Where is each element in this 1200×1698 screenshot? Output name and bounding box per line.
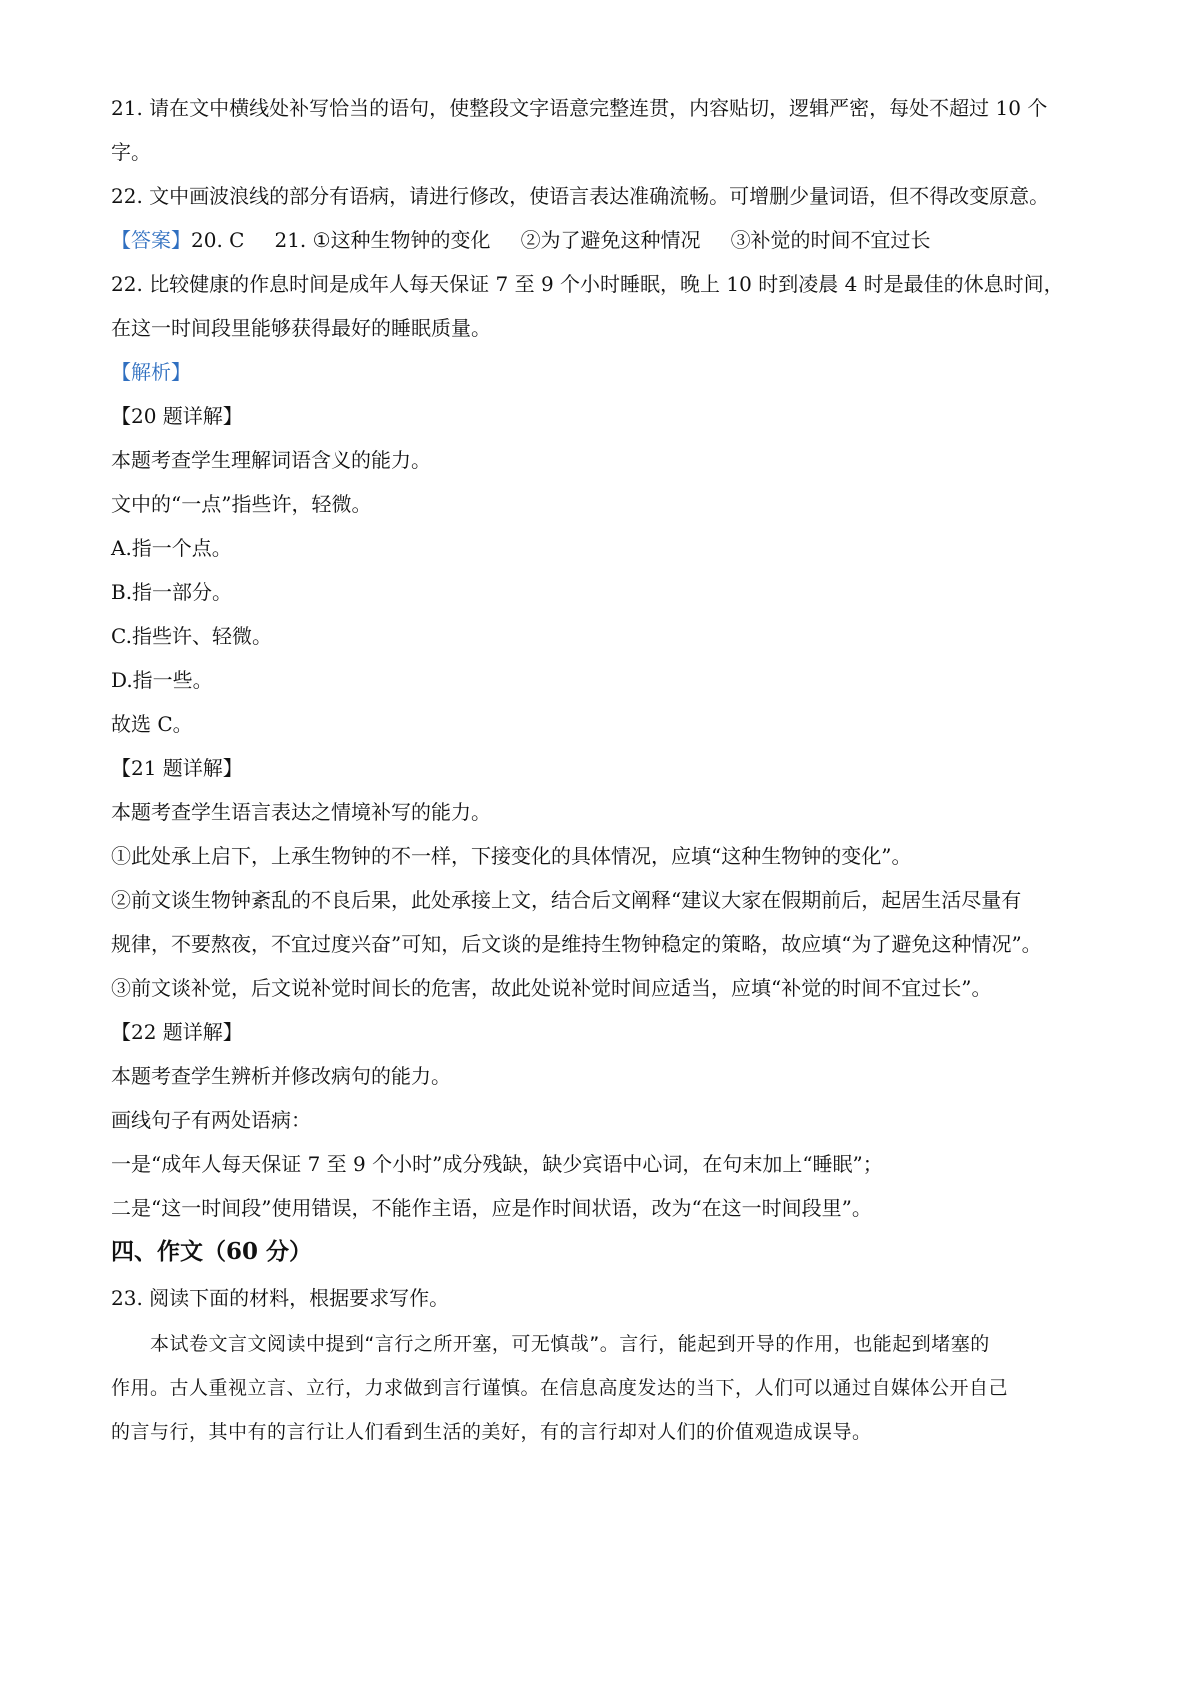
analysis-label: 【解析】 <box>111 360 191 384</box>
question-21-line-2: 字。 <box>111 140 151 164</box>
detail-21-line-3: ②前文谈生物钟紊乱的不良后果，此处承接上文，结合后文阐释“建议大家在假期前后，起居生活尽量有 <box>111 888 1022 912</box>
detail-22-line-2: 画线句子有两处语病： <box>111 1108 311 1132</box>
answer-label: 【答案】 <box>111 228 191 252</box>
answer-20: 20. C <box>191 228 245 252</box>
detail-21-line-1: 本题考查学生语言表达之情境补写的能力。 <box>111 800 491 824</box>
detail-22-line-4: 二是“这一时间段”使用错误，不能作主语，应是作时间状语，改为“在这一时间段里”。 <box>111 1196 872 1220</box>
detail-20-option-b: B.指一部分。 <box>111 580 233 604</box>
detail-20-conclusion: 故选 C。 <box>111 712 193 736</box>
detail-20-option-a: A.指一个点。 <box>111 536 232 560</box>
detail-20-line-1: 本题考查学生理解词语含义的能力。 <box>111 448 431 472</box>
section-4-heading: 四、作文（60 分） <box>111 1238 313 1265</box>
detail-20-option-d: D.指一些。 <box>111 668 213 692</box>
question-22-line-1: 22. 文中画波浪线的部分有语病，请进行修改，使语言表达准确流畅。可增删少量词语，但不得改变原意。 <box>111 184 1050 208</box>
detail-21-title: 【21 题详解】 <box>111 756 243 780</box>
detail-22-line-1: 本题考查学生辨析并修改病句的能力。 <box>111 1064 451 1088</box>
answer-line <box>111 226 931 254</box>
detail-20-option-c: C.指些许、轻微。 <box>111 624 272 648</box>
detail-22-title: 【22 题详解】 <box>111 1020 243 1044</box>
answer-21-part-1: 21. ①这种生物钟的变化 <box>274 228 491 252</box>
detail-21-line-4: 规律，不要熬夜，不宜过度兴奋”可知，后文谈的是维持生物钟稳定的策略，故应填“为了避免这种情况”。 <box>111 932 1042 956</box>
material-line-2: 作用。古人重视立言、立行，力求做到言行谨慎。在信息高度发达的当下，人们可以通过自媒体公开自己 <box>111 1377 1009 1399</box>
answer-21-part-2: ②为了避免这种情况 <box>520 228 701 252</box>
answer-22-line-2: 在这一时间段里能够获得最好的睡眠质量。 <box>111 316 491 340</box>
material-line-3: 的言与行，其中有的言行让人们看到生活的美好，有的言行却对人们的价值观造成误导。 <box>111 1421 872 1443</box>
detail-21-line-5: ③前文谈补觉，后文说补觉时间长的危害，故此处说补觉时间应适当，应填“补觉的时间不宜过长”。 <box>111 976 992 1000</box>
question-21-line-1: 21. 请在文中横线处补写恰当的语句，使整段文字语意完整连贯，内容贴切，逻辑严密，每处不超过 10 个 <box>111 96 1048 120</box>
material-line-1: 本试卷文言文阅读中提到“言行之所开塞，可无慎哉”。言行，能起到开导的作用，也能起到堵塞的 <box>150 1333 990 1355</box>
answer-22-line-1: 22. 比较健康的作息时间是成年人每天保证 7 至 9 个小时睡眠，晚上 10 时到凌晨 4 时是最佳的休息时间， <box>111 272 1064 296</box>
question-23: 23. 阅读下面的材料，根据要求写作。 <box>111 1286 450 1310</box>
detail-20-title: 【20 题详解】 <box>111 404 243 428</box>
detail-22-line-3: 一是“成年人每天保证 7 至 9 个小时”成分残缺，缺少宾语中心词，在句末加上“睡眠”； <box>111 1152 883 1176</box>
answer-21-part-3: ③补觉的时间不宜过长 <box>730 228 931 252</box>
detail-21-line-2: ①此处承上启下，上承生物钟的不一样，下接变化的具体情况，应填“这种生物钟的变化”。 <box>111 844 912 868</box>
detail-20-line-2: 文中的“一点”指些许，轻微。 <box>111 492 372 516</box>
